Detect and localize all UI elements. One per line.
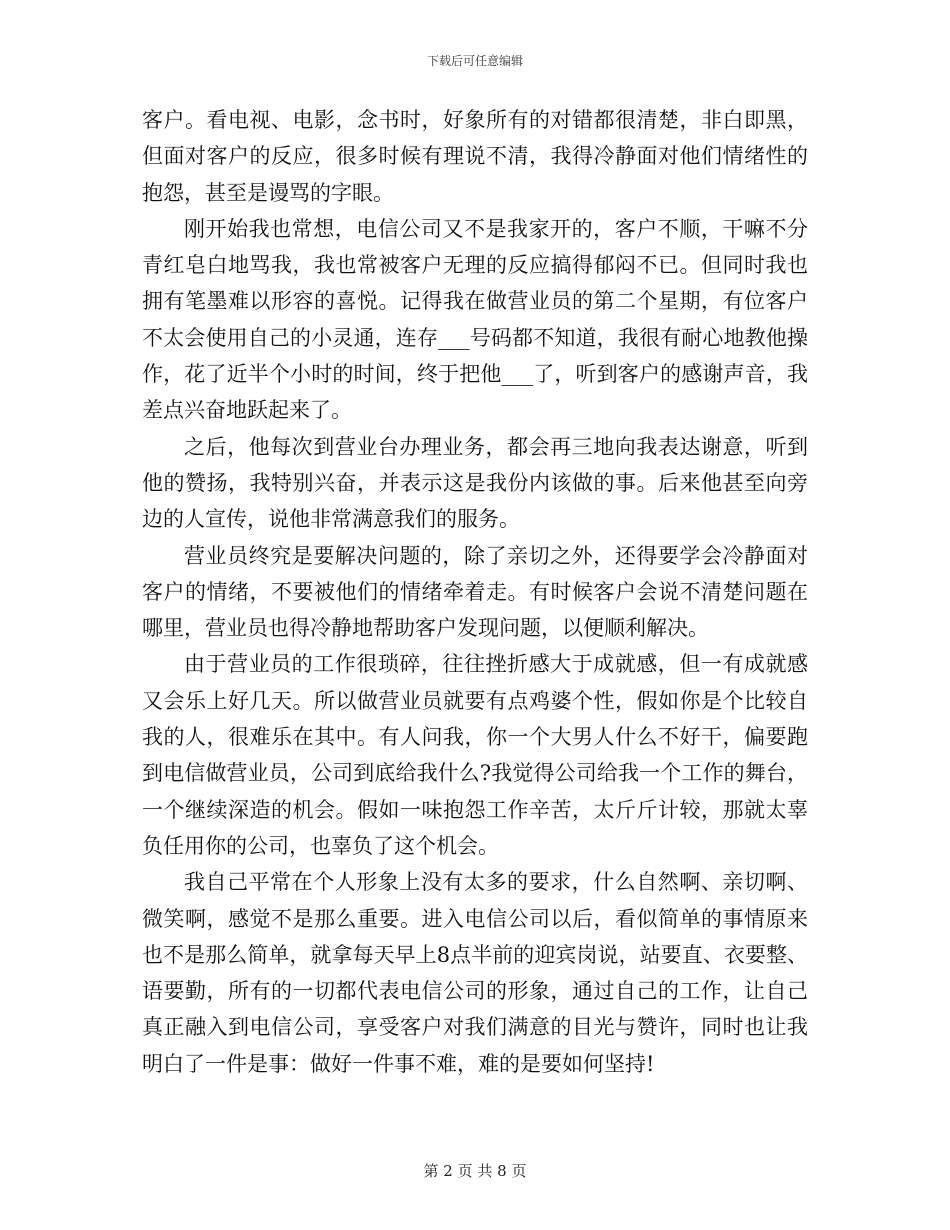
paragraph-4: 营业员终究是要解决问题的，除了亲切之外，还得要学会冷静面对客户的情绪，不要被他们的情绪牵着走。有时候客户会说不清楚问题在哪里，营业员也得冷静地帮助客户发现问题，以便顺利解决。 [142, 543, 808, 641]
paragraph-6: 我自己平常在个人形象上没有太多的要求，什么自然啊、亲切啊、微笑啊，感觉不是那么重要。进入电信公司以后，看似简单的事情原来也不是那么简单，就拿每天早上8点半前的迎宾岗说，站要直、衣要整、语要勤，所有的一切都代表电信公司的形象，通过自己的工作，让自己真正融入到电信公司，享受客户对我们满意的目光与赞许，同时也让我明白了一件是事：做好一件事不难，难的是要如何坚持! [142, 870, 808, 1076]
page-header: 下载后可任意编辑 [426, 54, 523, 68]
paragraph-2: 刚开始我也常想，电信公司又不是我家开的，客户不顺，干嘛不分青红皂白地骂我，我也常被客户无理的反应搞得郁闷不已。但同时我也拥有笔墨难以形容的喜悦。记得我在做营业员的第二个星期，有位客户不太会使用自己的小灵通，连存___号码都不知道，我很有耐心地教他操作，花了近半个小时的时间，终于把他___了，听到客户的感谢声音，我差点兴奋地跃起来了。 [142, 216, 808, 423]
document-body [142, 102, 808, 1082]
paragraph-5: 由于营业员的工作很琐碎，往往挫折感大于成就感，但一有成就感又会乐上好几天。所以做营业员就要有点鸡婆个性，假如你是个比较自我的人，很难乐在其中。有人问我，你一个大男人什么不好干，偏要跑到电信做营业员，公司到底给我什么?我觉得公司给我一个工作的舞台，一个继续深造的机会。假如一味抱怨工作辛苦，太斤斤计较，那就太辜负任用你的公司，也辜负了这个机会。 [142, 652, 808, 858]
page-number: 第 2 页 共 8 页 [423, 1162, 527, 1180]
paragraph-1: 客户。看电视、电影，念书时，好象所有的对错都很清楚，非白即黑，但面对客户的反应，很多时候有理说不清，我得冷静面对他们情绪性的抱怨，甚至是谩骂的字眼。 [142, 108, 808, 205]
paragraph-3: 之后，他每次到营业台办理业务，都会再三地向我表达谢意，听到他的赞扬，我特别兴奋，并表示这是我份内该做的事。后来他甚至向旁边的人宣传，说他非常满意我们的服务。 [142, 434, 808, 532]
